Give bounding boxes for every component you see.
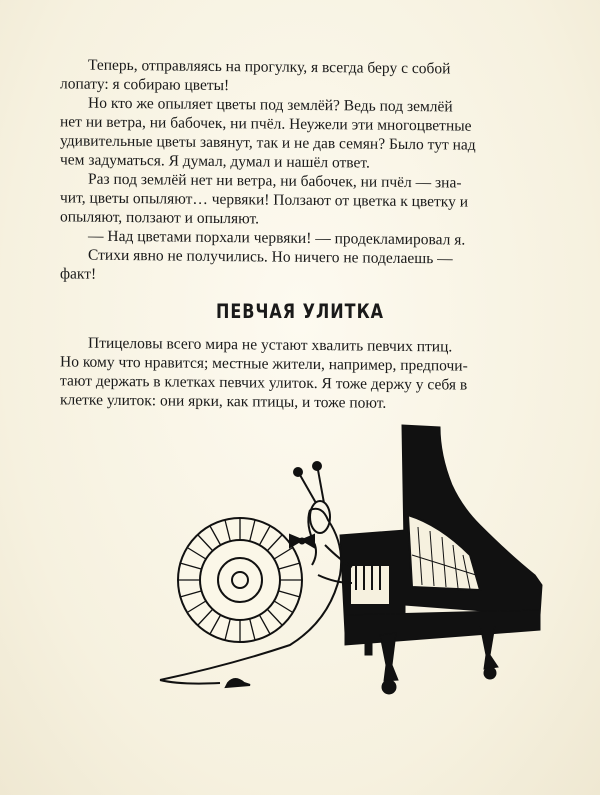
text-line: Раз под землёй нет ни ветра, ни бабочек, ни пчёл — зна-	[88, 170, 462, 192]
text-line: Стихи явно не получились. Но ничего не поделаешь —	[88, 246, 453, 268]
text-line: Но кто же опыляет цветы под землёй? Ведь под землёй	[88, 94, 453, 116]
text-line: нет ни ветра, ни бабочек, ни пчёл. Неужели эти многоцветные	[60, 113, 472, 135]
text-line: — Над цветами порхали червяки! — продекламировал я.	[88, 227, 466, 249]
text-line: факт!	[60, 265, 97, 283]
text-line: Но кому что нравится; местные жители, например, предпочи-	[60, 353, 468, 375]
text-line: чит, цветы опыляют… червяки! Ползают от цветка к цветку и	[60, 189, 469, 211]
text-line: опыляют, ползают и опыляют.	[60, 208, 260, 228]
snail-at-piano-illustration	[140, 415, 550, 705]
snail	[160, 462, 352, 687]
text-line: клетке улиток: они ярки, как птицы, и тоже поют.	[60, 391, 387, 412]
text-line: тают держать в клетках певчих улиток. Я тоже держу у себя в	[60, 372, 468, 394]
piano	[340, 425, 542, 694]
text-line: Птицеловы всего мира не устают хвалить певчих птиц.	[88, 334, 453, 356]
text-line: удивительные цветы завянут, так и не дав семян? Было тут над	[60, 132, 476, 154]
paragraphs-bottom	[60, 334, 540, 415]
paragraphs-top	[60, 56, 540, 289]
text-line: лопату: я собираю цветы!	[60, 75, 230, 95]
text-line: чем задуматься. Я думал, думал и нашёл ответ.	[60, 151, 370, 172]
text-line: Теперь, отправляясь на прогулку, я всегда беру с собой	[88, 56, 451, 78]
section-heading: ПЕВЧАЯ УЛИТКА	[215, 300, 385, 323]
